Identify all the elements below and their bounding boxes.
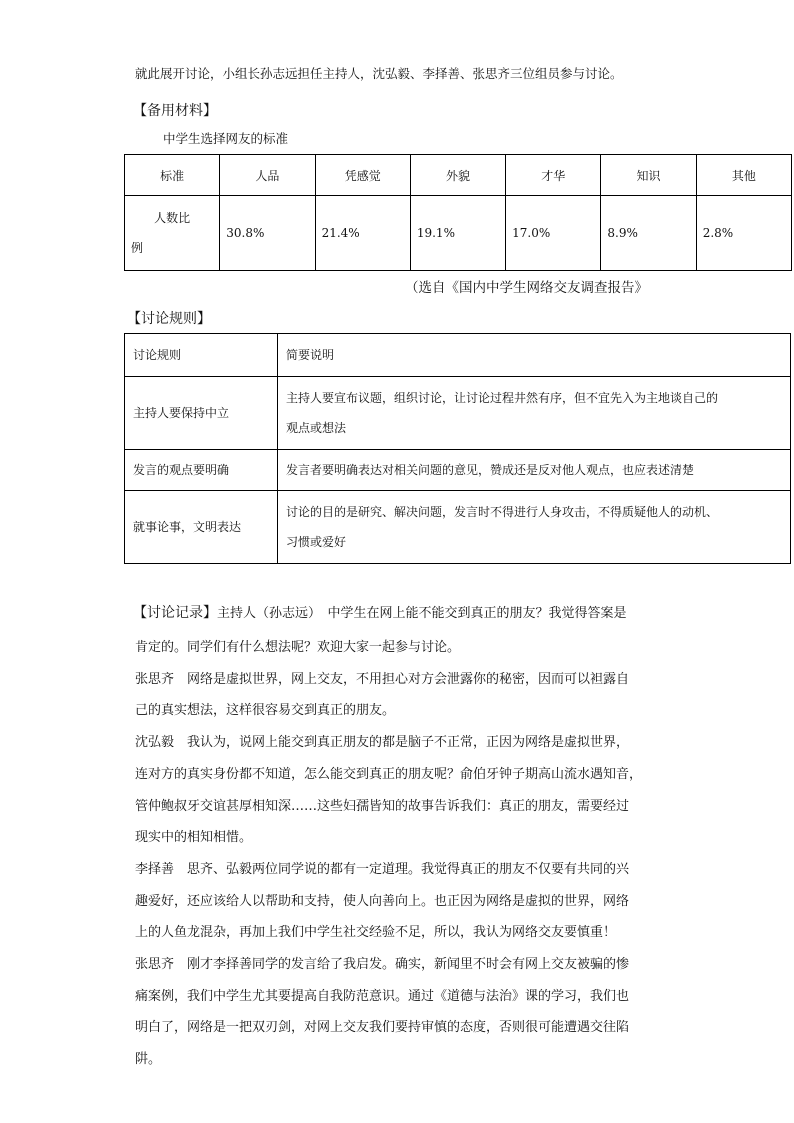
table-cell: 8.9% — [601, 196, 696, 271]
table-row — [125, 491, 791, 564]
table-row — [125, 377, 791, 450]
table-header-cell: 外貌 — [410, 155, 505, 196]
record-line: 己的真实想法，这样很容易交到真正的朋友。 — [135, 703, 396, 719]
table-cell: 19.1% — [410, 196, 505, 271]
table-header-row — [125, 334, 791, 377]
record-line: 趣爱好，还应该给人以帮助和支持，使人向善向上。也正因为网络是虚拟的世界，网络 — [135, 893, 630, 909]
table-header-cell: 人品 — [220, 155, 315, 196]
record-line: 张思齐 网络是虚拟世界，网上交友，不用担心对方会泄露你的秘密，因而可以袒露自 — [135, 671, 630, 687]
table-header-cell: 简要说明 — [278, 334, 791, 377]
rule-name-cell: 主持人要保持中立 — [125, 377, 278, 450]
table-header-cell: 其他 — [696, 155, 791, 196]
intro-text: 就此展开讨论，小组长孙志远担任主持人，沈弘毅、李择善、张思齐三位组员参与讨论。 — [135, 66, 623, 81]
table-cell: 17.0% — [506, 196, 601, 271]
record-line: 管仲鲍叔牙交谊甚厚相知深……这些妇孺皆知的故事告诉我们：真正的朋友，需要经过 — [135, 798, 630, 814]
record-body — [135, 632, 642, 1076]
table-row — [125, 450, 791, 491]
record-line: 主持人（孙志远） 中学生在网上能不能交到真正的朋友？我觉得答案是 — [217, 606, 627, 621]
rule-desc-line: 发言者要明确表达对相关问题的意见，赞成还是反对他人观点，也应表述清楚 — [286, 463, 695, 477]
table-header-cell: 标准 — [125, 155, 220, 196]
table-header-row — [125, 155, 792, 196]
record-first-line — [133, 603, 627, 624]
row-label-line-1: 人数比 — [154, 211, 191, 225]
table-cell: 30.8% — [220, 196, 315, 271]
table-header-cell: 凭感觉 — [315, 155, 410, 196]
table-header-cell: 才华 — [506, 155, 601, 196]
table-header-cell: 讨论规则 — [125, 334, 278, 377]
source-note: （选自《国内中学生网络交友调查报告》 — [405, 280, 648, 296]
rule-name-cell: 发言的观点要明确 — [125, 450, 278, 491]
record-line: 上的人鱼龙混杂，再加上我们中学生社交经验不足，所以，我认为网络交友要慎重！ — [135, 925, 617, 941]
record-line: 李择善 思齐、弘毅两位同学说的都有一定道理。我觉得真正的朋友不仅要有共同的兴 — [135, 861, 630, 877]
record-line: 张思齐 刚才李择善同学的发言给了我启发。确实，新闻里不时会有网上交友被骗的惨 — [135, 957, 630, 973]
rule-desc-line: 讨论的目的是研究、解决问题，发言时不得进行人身攻击，不得质疑他人的动机、 — [286, 505, 719, 519]
backup-table — [124, 154, 792, 271]
table-cell: 2.8% — [696, 196, 791, 271]
record-line: 连对方的真实身份都不知道，怎么能交到真正的朋友呢？俞伯牙钟子期高山流水遇知音， — [135, 766, 643, 782]
record-line: 明白了，网络是一把双刃剑，对网上交友我们要持审慎的态度，否则很可能遭遇交往陷 — [135, 1020, 630, 1036]
rule-desc-cell — [278, 450, 791, 491]
table-row — [125, 196, 792, 271]
backup-heading: 【备用材料】 — [133, 103, 217, 119]
table-header-cell: 知识 — [601, 155, 696, 196]
rule-desc-line: 主持人要宣布议题，组织讨论，让讨论过程井然有序，但不宜先入为主地谈自己的 — [286, 391, 719, 405]
rule-name-cell: 就事论事，文明表达 — [125, 491, 278, 564]
row-label-line-2: 例 — [131, 241, 144, 255]
record-line: 痛案例，我们中学生尤其要提高自我防范意识。通过《道德与法治》课的学习，我们也 — [135, 988, 630, 1004]
rule-desc-cell — [278, 491, 791, 564]
record-line: 现实中的相知相惜。 — [135, 830, 253, 846]
backup-caption: 中学生选择网友的标准 — [163, 131, 289, 146]
rule-desc-line: 观点或想法 — [286, 421, 347, 435]
rules-heading: 【讨论规则】 — [127, 311, 211, 327]
record-line: 阱。 — [135, 1052, 162, 1068]
table-cell: 21.4% — [315, 196, 410, 271]
rule-desc-line: 习惯或爱好 — [286, 535, 347, 549]
record-line: 沈弘毅 我认为，说网上能交到真正朋友的都是脑子不正常，正因为网络是虚拟世界， — [135, 735, 630, 751]
row-label-cell — [125, 196, 220, 271]
record-heading: 【讨论记录】 — [133, 605, 217, 621]
rule-desc-cell — [278, 377, 791, 450]
rules-table — [124, 333, 791, 564]
record-line: 肯定的。同学们有什么想法呢？欢迎大家一起参与讨论。 — [135, 640, 461, 655]
